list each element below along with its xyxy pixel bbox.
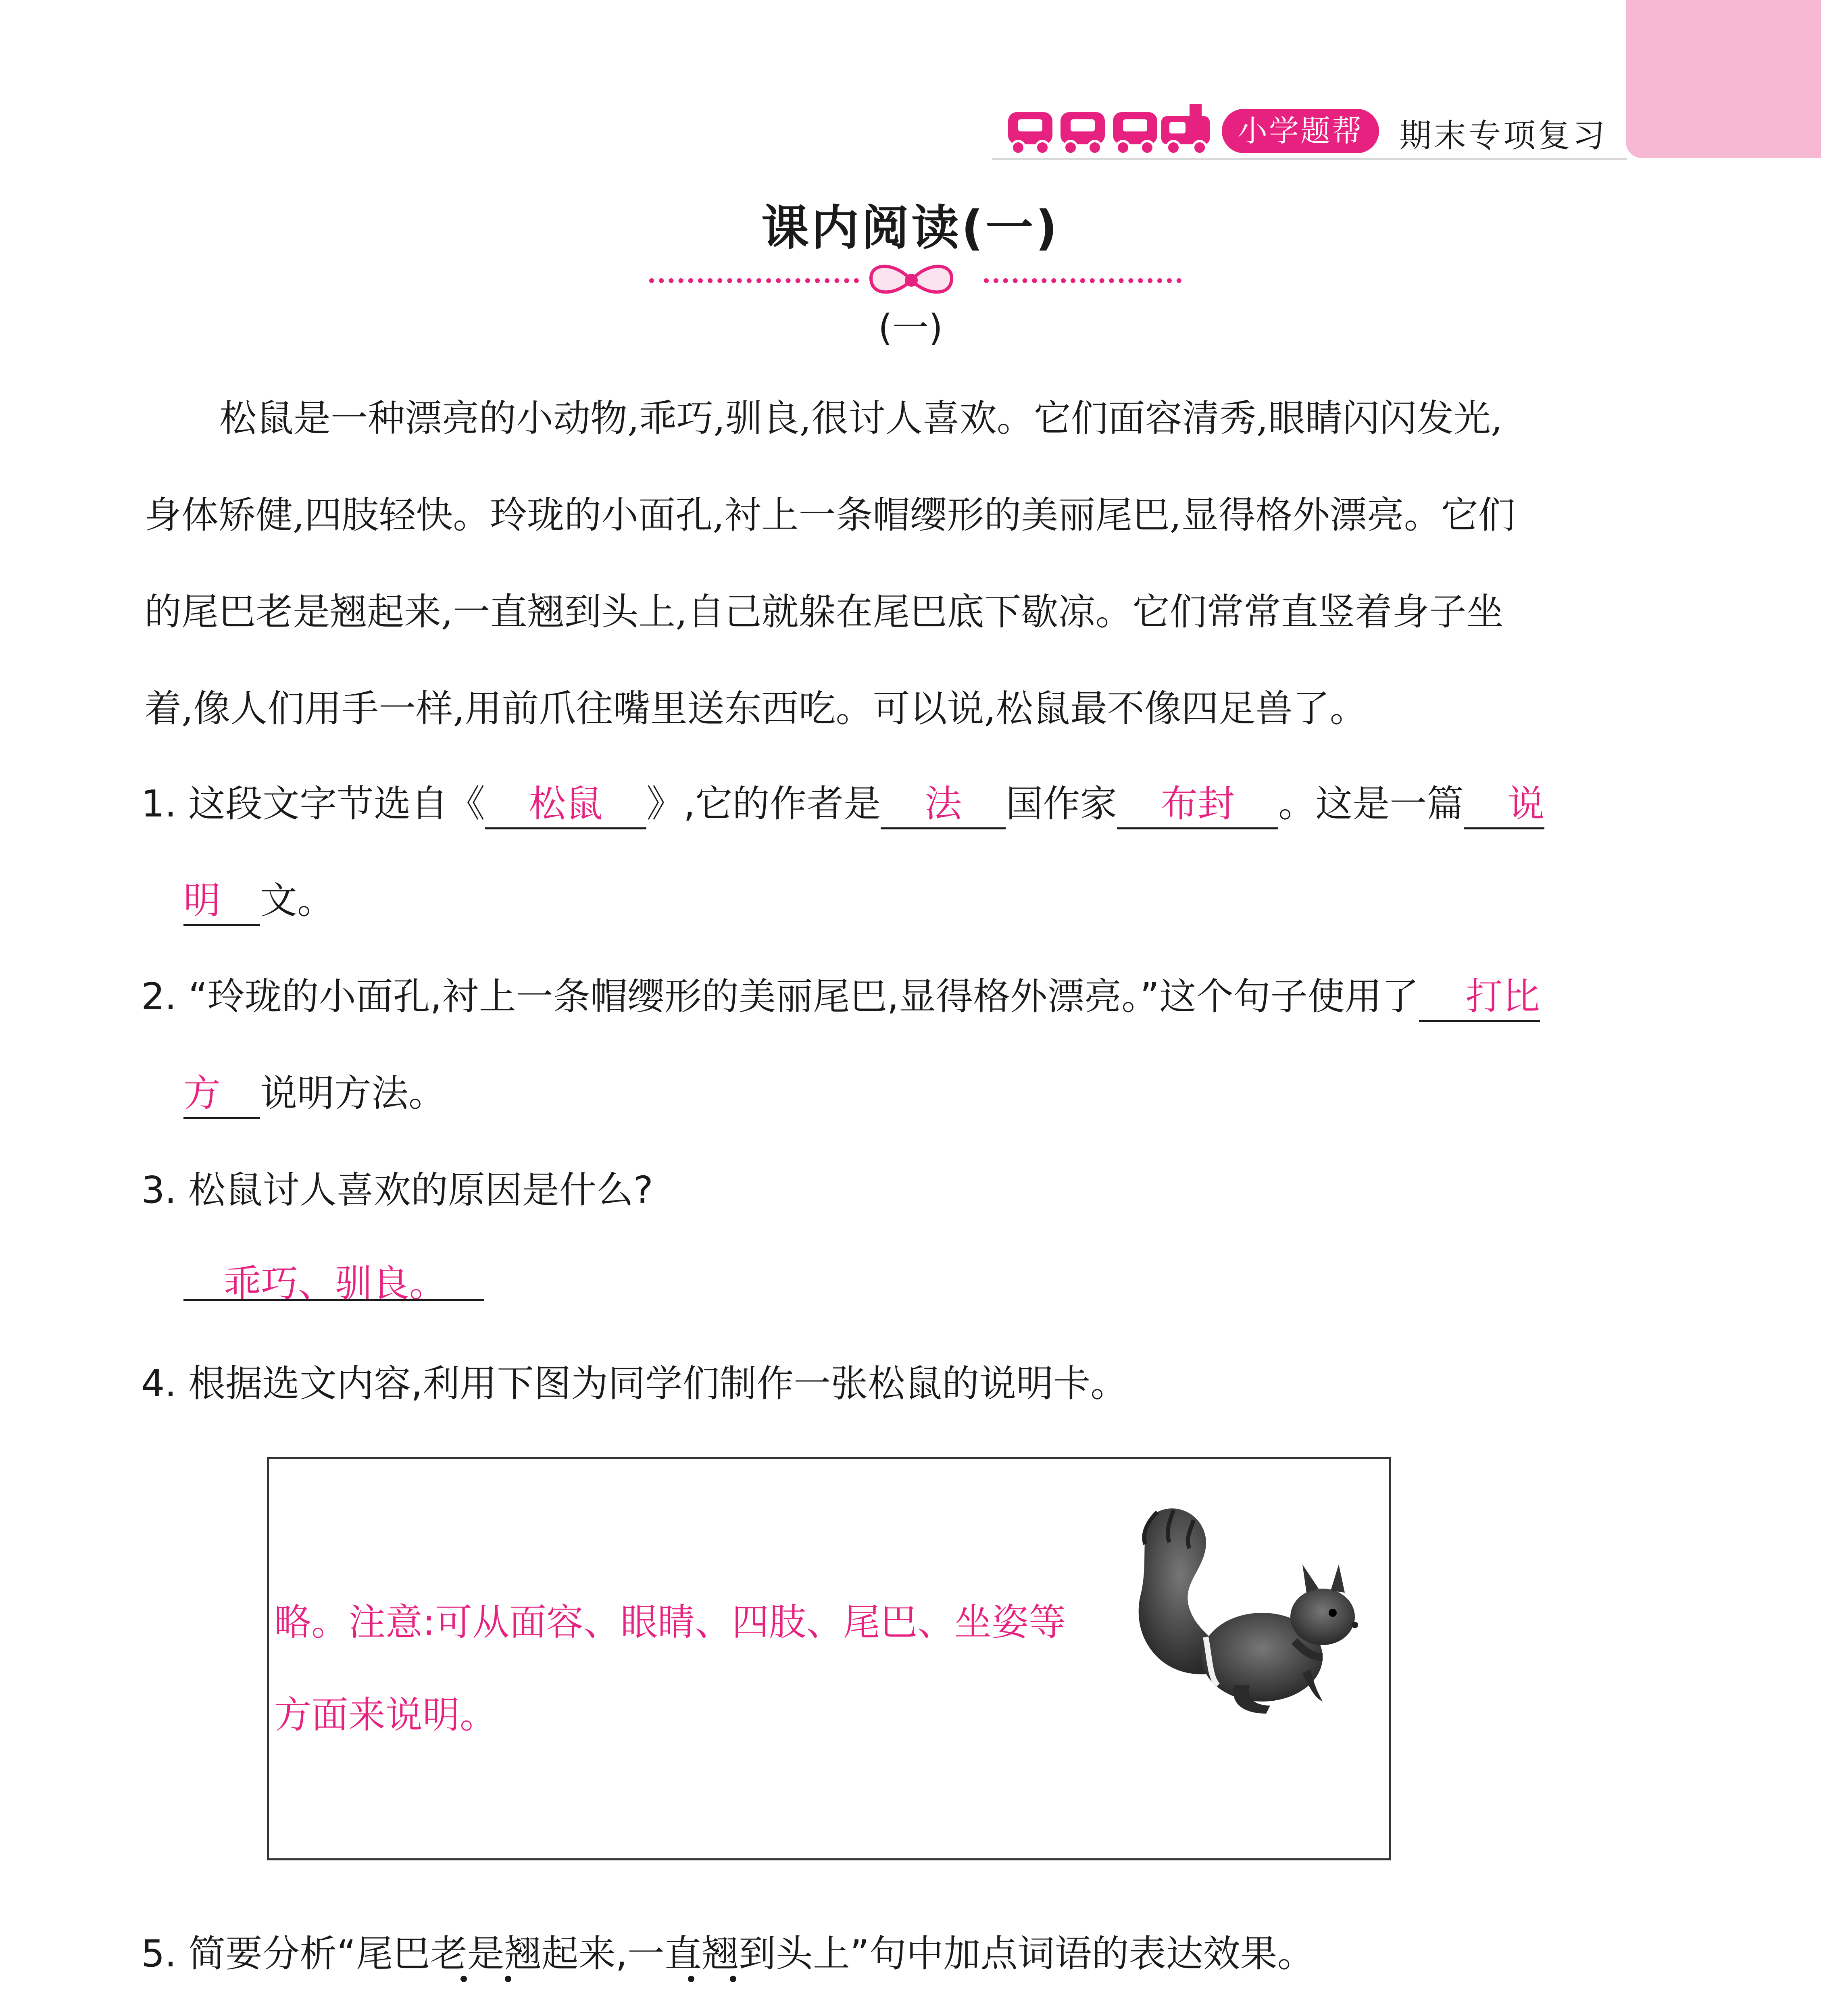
question-3: 3. 松鼠讨人喜欢的原因是什么? <box>141 1168 653 1212</box>
title-dots-right <box>984 278 1181 283</box>
train-icon <box>1000 104 1218 156</box>
question-text: 》,它的作者是 <box>646 782 881 825</box>
page-title: 课内阅读(一) <box>761 200 1060 256</box>
passage-line: 身体矫健,四肢轻快。玲珑的小面孔,衬上一条帽缨形的美丽尾巴,显得格外漂亮。它们 <box>144 494 1515 537</box>
answer-blank: 明 <box>183 871 260 926</box>
passage <box>144 370 1677 757</box>
question-text: 。这是一篇 <box>1278 782 1464 825</box>
title-dots-left <box>649 278 859 283</box>
answer-blank: 松鼠 <box>485 774 646 829</box>
question-text: 说明方法。 <box>260 1072 446 1115</box>
answer-blank: 说 <box>1464 774 1544 829</box>
answer-4-line2: 方面来说明。 <box>274 1693 497 1737</box>
question-1 <box>141 774 1544 829</box>
passage-line: 着,像人们用手一样,用前爪往嘴里送东西吃。可以说,松鼠最不像四足兽了。 <box>144 687 1367 730</box>
header-divider <box>992 158 1627 160</box>
passage-line: 松鼠是一种漂亮的小动物,乖巧,驯良,很讨人喜欢。它们面容清秀,眼睛闪闪发光, <box>219 397 1503 440</box>
answer-blank: 方 <box>183 1064 260 1119</box>
answer-4-line1: 略。注意:可从面容、眼睛、四肢、尾巴、坐姿等 <box>274 1601 1066 1644</box>
header-section: 期末专项复习 <box>1399 117 1607 154</box>
question-text: 国作家 <box>1006 782 1117 825</box>
header-badge: 小学题帮 <box>1222 109 1379 153</box>
answer-blank: 法 <box>881 774 1006 829</box>
answer-blank: 打比 <box>1419 967 1540 1022</box>
answer-blank: 布封 <box>1117 774 1278 829</box>
squirrel-image <box>1113 1504 1375 1730</box>
emphasis-dot <box>460 1976 467 1982</box>
bow-icon <box>863 258 960 302</box>
question-5: 5. 简要分析“尾巴老是翘起来,一直翘到头上”句中加点词语的表达效果。 <box>141 1932 1315 1975</box>
emphasis-dot <box>688 1976 694 1982</box>
answer-3: 乖巧、驯良。 <box>224 1262 447 1305</box>
question-2 <box>141 967 1540 1022</box>
emphasis-dot <box>730 1976 736 1982</box>
question-1-cont <box>183 871 334 926</box>
question-4: 4. 根据选文内容,利用下图为同学们制作一张松鼠的说明卡。 <box>141 1362 1128 1405</box>
section-subtitle: (一) <box>878 307 943 349</box>
question-2-cont <box>183 1064 446 1119</box>
emphasis-dot <box>505 1976 511 1982</box>
answer-line <box>183 1299 484 1301</box>
question-text: 1. 这段文字节选自《 <box>141 782 485 825</box>
corner-tab <box>1626 0 1821 158</box>
question-text: 文。 <box>260 879 335 922</box>
question-text: 2. “玲珑的小面孔,衬上一条帽缨形的美丽尾巴,显得格外漂亮。”这个句子使用了 <box>141 975 1419 1018</box>
passage-line: 的尾巴老是翘起来,一直翘到头上,自己就躲在尾巴底下歇凉。它们常常直竖着身子坐 <box>144 590 1504 633</box>
